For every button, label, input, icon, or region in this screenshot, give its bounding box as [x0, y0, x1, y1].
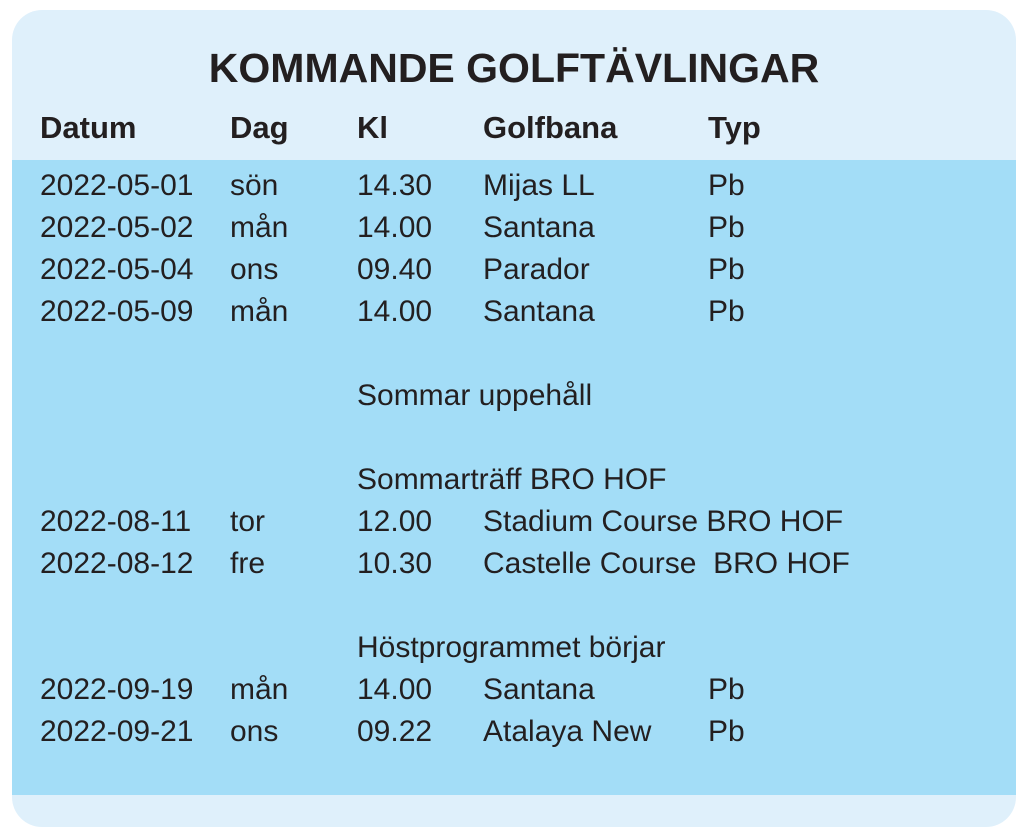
cell-typ: Pb [708, 295, 745, 328]
table-row [12, 669, 1016, 711]
column-header-golfbana: Golfbana [483, 110, 618, 145]
cell-kl: 10.30 [357, 547, 433, 580]
cell-kl: 14.00 [357, 211, 433, 244]
cell-dag [230, 459, 357, 501]
section-note-row [12, 627, 1016, 669]
cell-dag: fre [230, 547, 266, 580]
section-note: Sommarträff BRO HOF [357, 463, 667, 496]
cell-dag [230, 627, 357, 669]
section-note-row [12, 459, 1016, 501]
column-header-typ: Typ [708, 110, 761, 145]
spacer-row [12, 333, 1016, 375]
cell-golfbana: Santana [483, 673, 595, 706]
table-row [12, 291, 1016, 333]
column-header-dag: Dag [230, 110, 289, 145]
cell-typ: Pb [708, 673, 745, 706]
cell-datum: 2022-08-11 [40, 505, 192, 538]
cell-golfbana: Stadium Course BRO HOF [483, 505, 844, 538]
cell-kl: 14.00 [357, 295, 433, 328]
table-row [12, 501, 1016, 543]
section-note-row [12, 375, 1016, 417]
cell-datum: 2022-05-01 [40, 169, 194, 202]
cell-dag [230, 375, 357, 417]
cell-datum: 2022-09-19 [40, 673, 194, 706]
cell-datum: 2022-08-12 [40, 547, 194, 580]
spacer-row [12, 417, 1016, 459]
cell-datum [40, 627, 230, 669]
cell-dag: sön [230, 169, 279, 202]
cell-kl: 14.00 [357, 673, 433, 706]
section-note: Höstprogrammet börjar [357, 631, 666, 664]
cell-golfbana: Santana [483, 295, 595, 328]
cell-kl: 12.00 [357, 505, 433, 538]
cell-dag: mån [230, 673, 289, 706]
cell-golfbana: Mijas LL [483, 169, 595, 202]
section-note: Sommar uppehåll [357, 379, 593, 412]
cell-golfbana: Santana [483, 211, 595, 244]
cell-datum: 2022-05-09 [40, 295, 194, 328]
table-body [12, 160, 1016, 795]
cell-kl: 09.40 [357, 253, 433, 286]
cell-datum [40, 459, 230, 501]
cell-typ: Pb [708, 211, 745, 244]
table-row [12, 711, 1016, 753]
cell-dag: ons [230, 715, 279, 748]
table-row [12, 207, 1016, 249]
cell-typ: Pb [708, 169, 745, 202]
cell-kl: 14.30 [357, 169, 433, 202]
cell-datum: 2022-05-04 [40, 253, 194, 286]
cell-dag: ons [230, 253, 279, 286]
schedule-card [12, 10, 1016, 827]
cell-dag: tor [230, 505, 266, 538]
table-header-row [12, 106, 1016, 150]
cell-dag: mån [230, 211, 289, 244]
cell-golfbana: Parador [483, 253, 590, 286]
cell-typ: Pb [708, 253, 745, 286]
page-title: KOMMANDE GOLFTÄVLINGAR [208, 45, 820, 91]
table-row [12, 543, 1016, 585]
cell-datum: 2022-09-21 [40, 715, 194, 748]
cell-datum [40, 375, 230, 417]
cell-typ: Pb [708, 715, 745, 748]
cell-datum: 2022-05-02 [40, 211, 194, 244]
cell-kl: 09.22 [357, 715, 433, 748]
cell-dag: mån [230, 295, 289, 328]
cell-golfbana: Castelle Course BRO HOF [483, 547, 850, 580]
table-row [12, 165, 1016, 207]
column-header-datum: Datum [40, 110, 137, 145]
table-row [12, 249, 1016, 291]
cell-golfbana: Atalaya New [483, 715, 652, 748]
spacer-row [12, 585, 1016, 627]
column-header-kl: Kl [357, 110, 388, 145]
